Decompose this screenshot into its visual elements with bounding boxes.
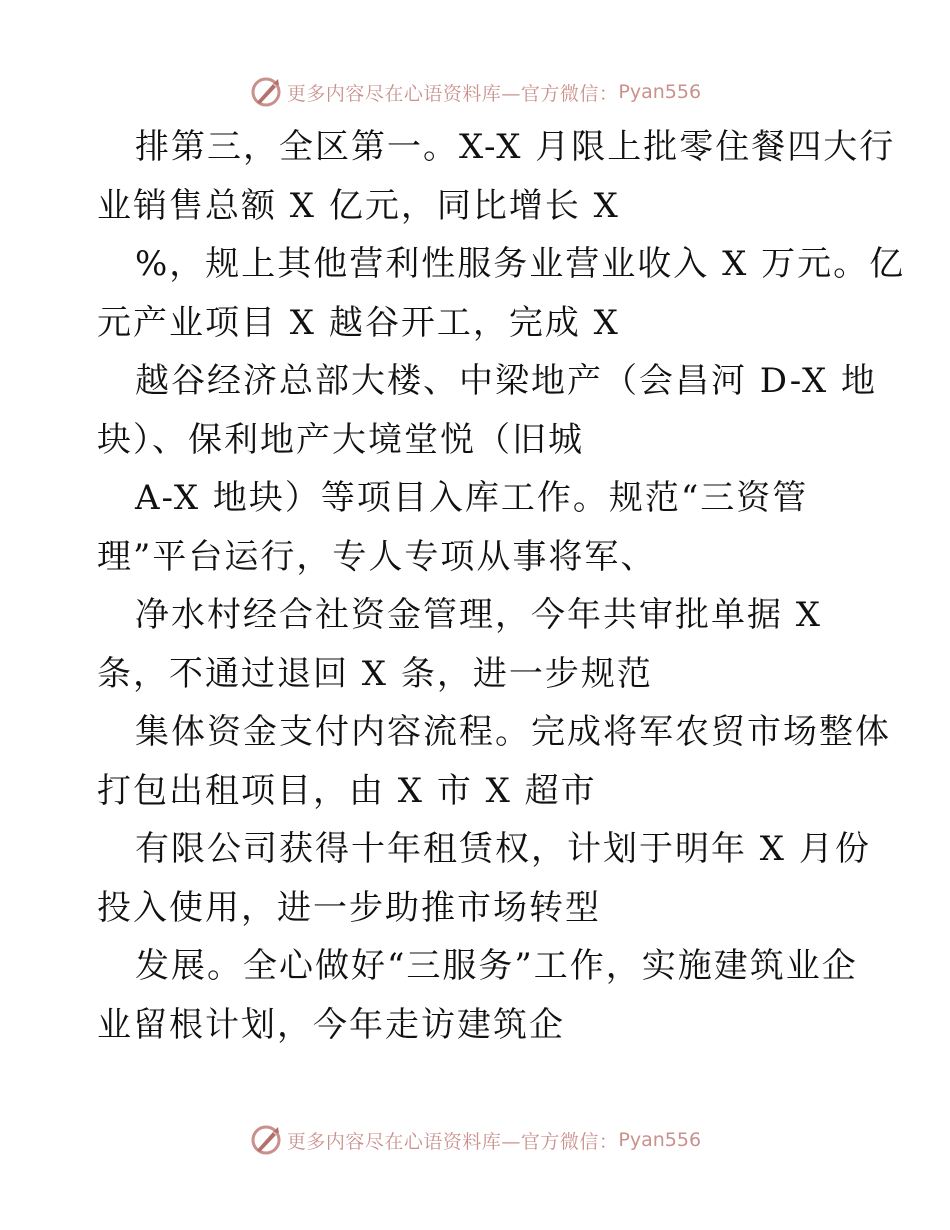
body-line: 集体资金支付内容流程。完成将军农贸市场整体	[135, 712, 891, 752]
body-line: 越谷经济总部大楼、中梁地产（会昌河 D-X 地	[135, 361, 877, 401]
watermark-wechat-id: Pyan556	[618, 81, 702, 103]
body-line: 有限公司获得十年租赁权，计划于明年 X 月份	[135, 829, 871, 869]
watermark-text: 更多内容尽在心语资料库—官方微信：	[286, 1130, 619, 1153]
body-line: A-X 地块）等项目入库工作。规范“三资管	[135, 478, 809, 518]
body-line: %，规上其他营利性服务业营业收入 X 万元。亿	[135, 244, 906, 284]
body-line: 打包出租项目，由 X 市 X 超市	[97, 771, 597, 811]
body-line: 块）、保利地产大境堂悦（旧城	[97, 420, 584, 460]
body-line: 业销售总额 X 亿元，同比增长 X	[97, 186, 620, 226]
body-line: 投入使用，进一步助推市场转型	[97, 888, 601, 928]
body-line: 净水村经合社资金管理，今年共审批单据 X	[135, 595, 823, 635]
watermark-text: 更多内容尽在心语资料库—官方微信：	[286, 82, 619, 105]
body-line: 条，不通过退回 X 条，进一步规范	[97, 654, 653, 694]
body-line: 排第三，全区第一。X-X 月限上批零住餐四大行	[135, 127, 896, 167]
body-line: 理”平台运行，专人专项从事将军、	[97, 537, 657, 577]
quill-logo-icon	[249, 1123, 283, 1157]
footer-watermark	[0, 1120, 950, 1160]
body-line: 业留根计划，今年走访建筑企	[97, 1005, 565, 1045]
body-line: 发展。全心做好“三服务”工作，实施建筑业企	[135, 946, 858, 986]
watermark-wechat-id: Pyan556	[618, 1129, 702, 1151]
body-line: 元产业项目 X 越谷开工，完成 X	[97, 303, 620, 343]
